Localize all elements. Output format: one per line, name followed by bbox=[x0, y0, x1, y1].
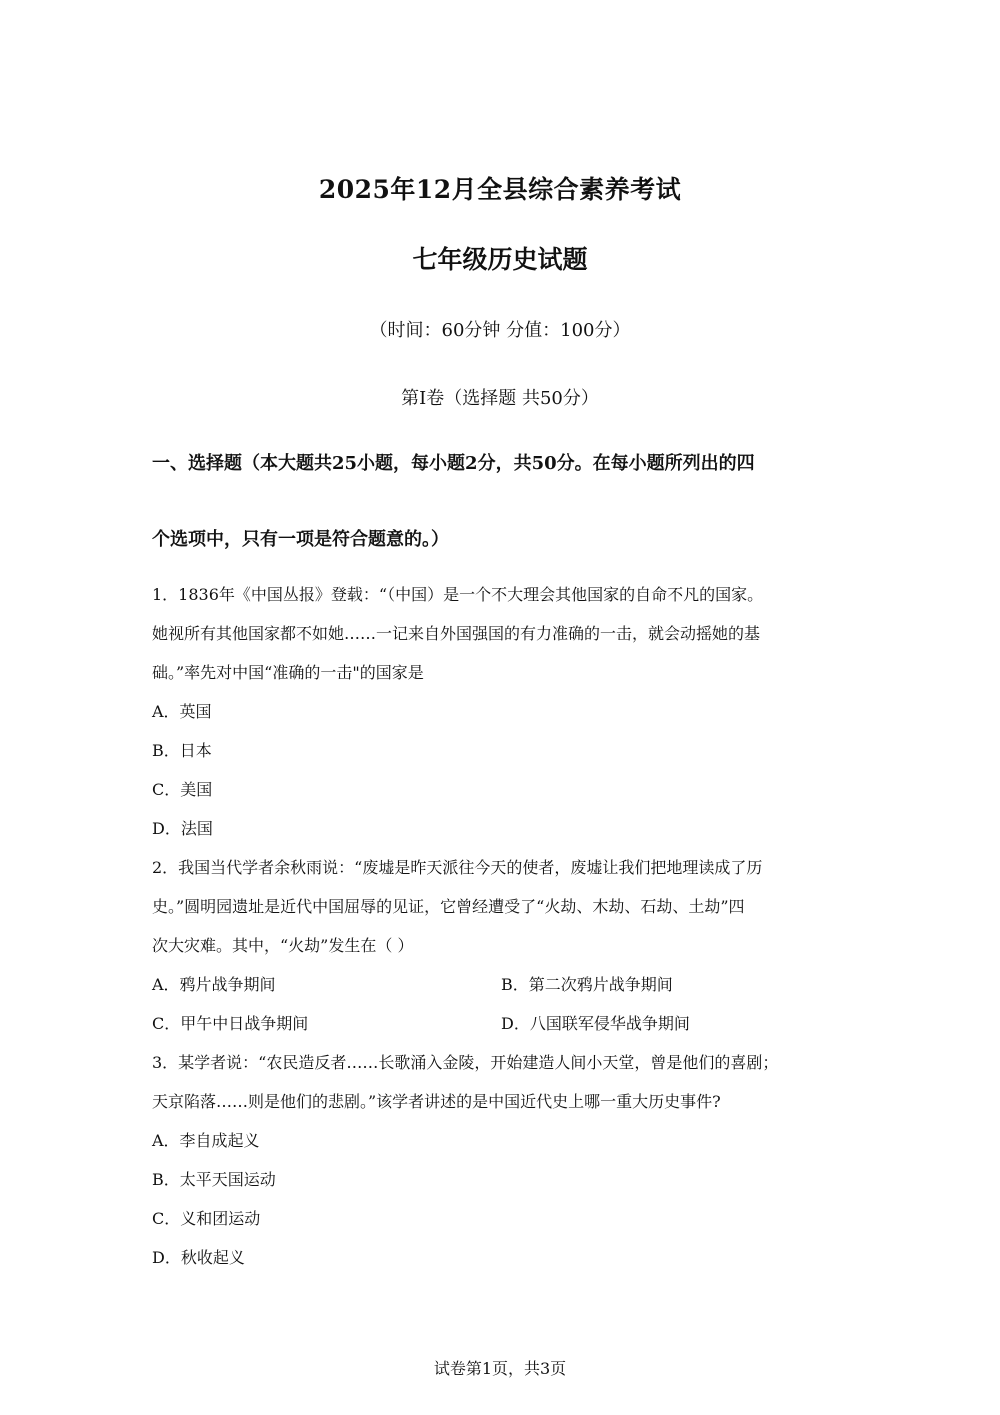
question-2-option-c: C．甲午中日战争期间 bbox=[152, 1014, 309, 1033]
question-3 bbox=[152, 1043, 852, 1277]
question-3-option-b: B．太平天国运动 bbox=[152, 1170, 276, 1189]
question-1-option-c: C．美国 bbox=[152, 780, 213, 799]
question-3-option-d: D．秋收起义 bbox=[152, 1248, 245, 1267]
exam-title: 2025年12月全县综合素养考试 bbox=[318, 175, 682, 204]
question-2-option-b: B．第二次鸦片战争期间 bbox=[501, 975, 673, 994]
question-3-option-a: A．李自成起义 bbox=[152, 1131, 260, 1150]
question-3-stem-line: 天京陷落……则是他们的悲剧。”该学者讲述的是中国近代史上哪一重大历史事件? bbox=[152, 1092, 721, 1111]
question-2-option-a: A．鸦片战争期间 bbox=[152, 975, 276, 994]
question-3-option-c: C．义和团运动 bbox=[152, 1209, 261, 1228]
question-2-stem-line: 史。”圆明园遗址是近代中国屈辱的见证，它曾经遭受了“火劫、木劫、石劫、土劫”四 bbox=[152, 897, 745, 916]
question-1-stem-line: 础。”率先对中国“准确的一击"的国家是 bbox=[152, 663, 424, 682]
section-instructions-line-1: 一、选择题（本大题共25小题，每小题2分，共50分。在每小题所列出的四 bbox=[152, 453, 755, 474]
question-1-stem-line: 她视所有其他国家都不如她……一记来自外国强国的有力准确的一击，就会动摇她的基 bbox=[152, 624, 761, 643]
question-2-options bbox=[152, 965, 852, 1043]
question-1 bbox=[152, 575, 852, 848]
question-1-option-d: D．法国 bbox=[152, 819, 213, 838]
question-1-option-b: B．日本 bbox=[152, 741, 212, 760]
exam-subject: 七年级历史试题 bbox=[412, 245, 588, 274]
exam-time-score: （时间：60分钟 分值：100分） bbox=[369, 320, 631, 341]
question-2 bbox=[152, 848, 852, 1043]
part-heading: 第Ⅰ卷（选择题 共50分） bbox=[401, 388, 599, 409]
question-1-option-a: A．英国 bbox=[152, 702, 212, 721]
question-2-option-d: D．八国联军侵华战争期间 bbox=[501, 1014, 690, 1033]
page-footer: 试卷第1页，共3页 bbox=[433, 1359, 567, 1378]
section-instructions-line-2: 个选项中，只有一项是符合题意的。） bbox=[152, 529, 449, 550]
question-1-stem-line: 1．1836年《中国丛报》登载：“（中国）是一个不大理会其他国家的自命不凡的国家。 bbox=[152, 585, 764, 604]
question-2-stem-line: 2．我国当代学者余秋雨说：“废墟是昨天派往今天的使者，废墟让我们把地理读成了历 bbox=[152, 858, 763, 877]
question-3-stem-line: 3．某学者说：“农民造反者……长歌涌入金陵，开始建造人间小天堂，曾是他们的喜剧； bbox=[152, 1053, 779, 1072]
question-2-stem-line: 次大灾难。其中，“火劫”发生在（ ） bbox=[152, 936, 414, 955]
